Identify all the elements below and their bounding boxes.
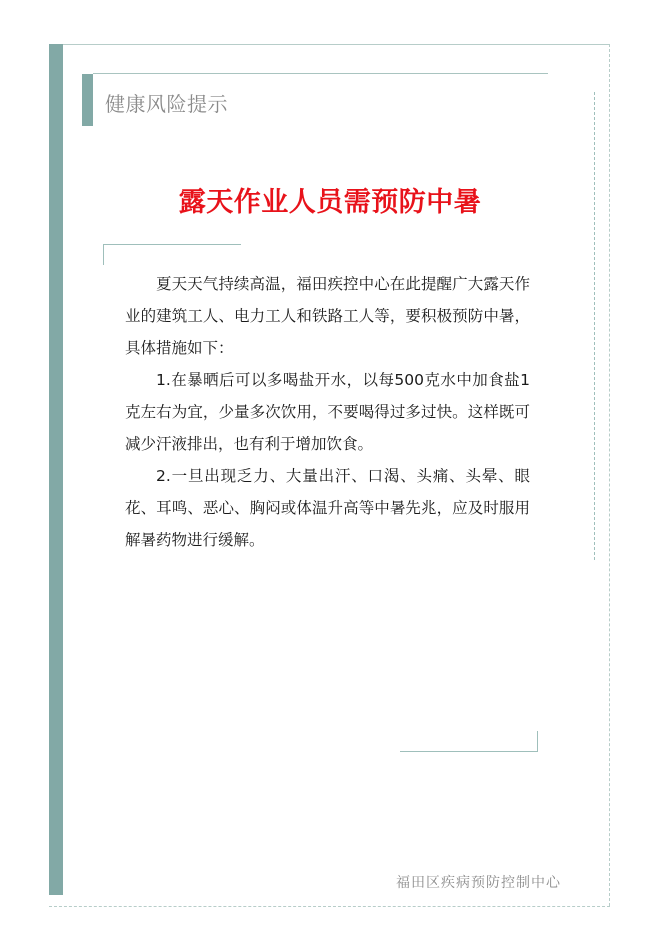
corner-bracket-bottom-right [400,751,537,752]
section-label: 健康风险提示 [105,92,228,116]
corner-bracket-top-left-vertical [103,244,104,265]
article-title: 露天作业人员需预防中暑 [178,187,482,219]
frame-right-dashed-line [609,44,610,906]
intro-paragraph: 夏天天气持续高温，福田疾控中心在此提醒广大露天作业的建筑工人、电力工人和铁路工人等，要积极预防中暑，具体措施如下： [125,275,530,357]
measure-paragraph-2: 2.一旦出现乏力、大量出汗、口渴、头痛、头晕、眼花、耳鸣、恶心、胸闷或体温升高等中暑先兆，应及时服用解暑药物进行缓解。 [125,467,530,549]
corner-bracket-top-left [103,244,241,245]
inner-dashed-divider [594,92,595,560]
header-accent-block [82,74,93,126]
footer-organization: 福田区疾病预防控制中心 [396,875,561,891]
measure-paragraph-1: 1.在暴晒后可以多喝盐开水，以每500克水中加食盐1克左右为宜，少量多次饮用，不要喝得过多过快。这样既可减少汗液排出，也有利于增加饮食。 [125,371,530,453]
header-rule [93,73,548,74]
article-body [125,268,530,556]
frame-bottom-dashed-line [49,906,610,907]
corner-bracket-bottom-right-vertical [537,731,538,752]
frame-top-line [49,44,610,45]
left-accent-bar [49,44,63,895]
